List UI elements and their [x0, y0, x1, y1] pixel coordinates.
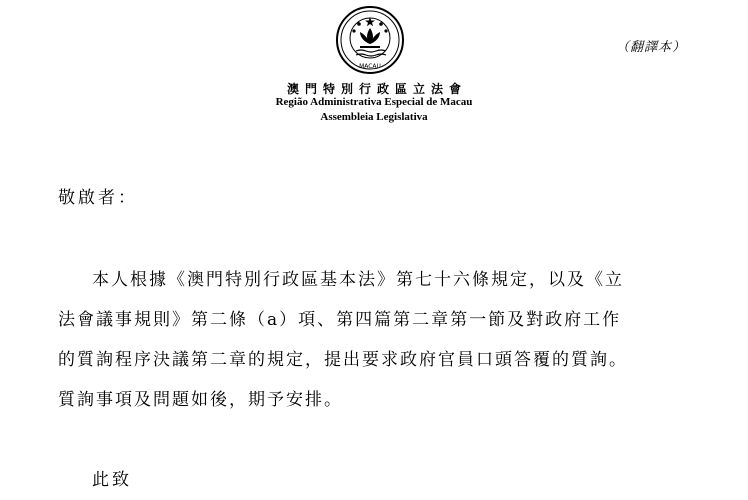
organization-name-portuguese: Região Administrativa Especial de Macau [275, 96, 473, 108]
organization-name-chinese: 澳門特別行政區立法會 [286, 82, 467, 96]
macau-emblem-icon [334, 4, 406, 76]
salutation: 敬啟者： [58, 188, 138, 208]
body-line: 的質詢程序決議第二章的規定，提出要求政府官員口頭答覆的質詢。 [58, 350, 628, 370]
body-line: 法會議事規則》第二條（a）項、第四篇第二章第一節及對政府工作 [58, 310, 622, 330]
body-line: 質詢事項及問題如後，期予安排。 [58, 390, 343, 410]
translation-note: （翻譯本） [616, 40, 687, 55]
emblem-label: MACAU [359, 63, 381, 70]
body-line: 本人根據《澳門特別行政區基本法》第七十六條規定，以及《立 [92, 270, 624, 290]
assembly-name: Assembleia Legislativa [320, 111, 428, 123]
closing: 此致 [92, 470, 132, 490]
